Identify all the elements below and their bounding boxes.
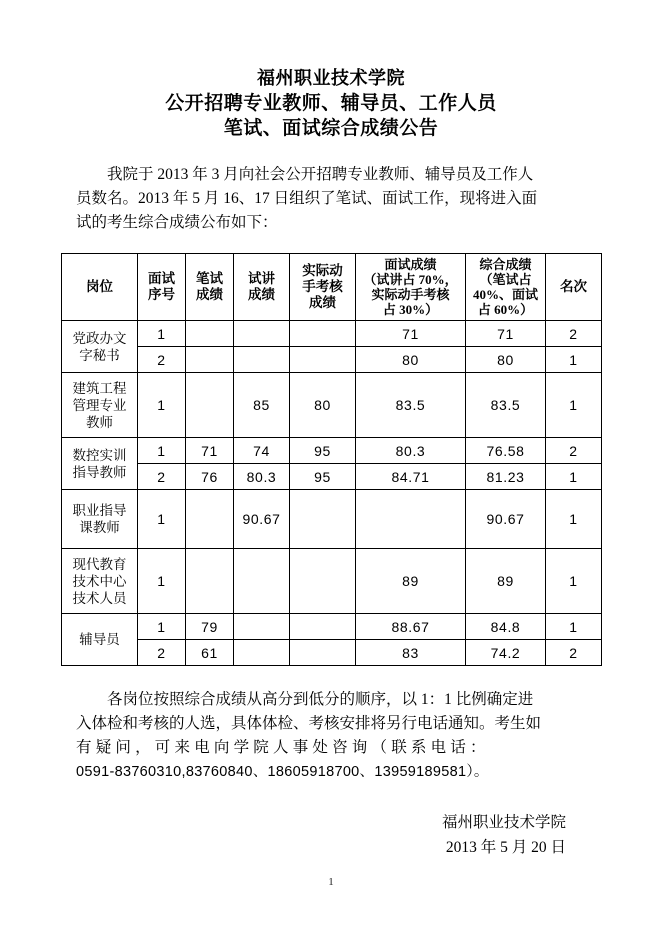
closing-paragraph [76, 688, 586, 784]
cell-interview-no: 1 [138, 490, 186, 549]
table-row [62, 347, 602, 373]
cell-post-name [62, 549, 138, 614]
cell-lecture-score: 74 [234, 438, 290, 464]
cell-rank: 1 [546, 347, 602, 373]
cell-interview-no: 2 [138, 640, 186, 666]
cell-written-score: 71 [186, 438, 234, 464]
cell-lecture-score: 80.3 [234, 464, 290, 490]
cell-interview-score: 83.5 [356, 373, 466, 438]
closing-line-3: 有疑问，可来电向学院人事处咨询（联系电话： [76, 739, 490, 756]
signature-organization: 福州职业技术学院 [441, 814, 566, 831]
cell-interview-score [356, 490, 466, 549]
cell-practical-score [290, 614, 356, 640]
cell-post-name [62, 490, 138, 549]
scores-table [61, 253, 602, 666]
cell-written-score: 76 [186, 464, 234, 490]
cell-lecture-score [234, 347, 290, 373]
cell-total-score: 89 [466, 549, 546, 614]
cell-total-score: 90.67 [466, 490, 546, 549]
table-row [62, 614, 602, 640]
post-name-line: 管理专业 [72, 397, 127, 413]
cell-practical-score [290, 490, 356, 549]
header-interview-no: 面试 序号 [138, 254, 186, 321]
scores-table-wrapper [61, 253, 601, 666]
post-name-line: 数控实训 [72, 447, 127, 463]
header-written-score: 笔试 成绩 [186, 254, 234, 321]
header-interview-score: 面试成绩 （试讲占 70%， 实际动手考核 占 30%） [356, 254, 466, 321]
post-name-line: 建筑工程 [72, 380, 127, 396]
cell-interview-score: 89 [356, 549, 466, 614]
scores-table-body [62, 321, 602, 666]
intro-line-1: 我院于 2013 年 3 月向社会公开招聘专业教师、辅导员及工作人 [107, 166, 534, 183]
header-rank: 名次 [546, 254, 602, 321]
post-name-line: 辅导员 [79, 632, 120, 647]
cell-written-score [186, 347, 234, 373]
table-row [62, 438, 602, 464]
cell-total-score: 80 [466, 347, 546, 373]
table-row [62, 490, 602, 549]
post-name-line: 教师 [86, 414, 113, 430]
signature-block [0, 810, 662, 860]
cell-rank: 1 [546, 490, 602, 549]
table-row [62, 640, 602, 666]
post-name-line: 技术人员 [72, 590, 127, 606]
cell-interview-no: 1 [138, 549, 186, 614]
cell-total-score: 83.5 [466, 373, 546, 438]
post-name-line: 职业指导 [72, 503, 127, 518]
contact-phone-numbers: 0591-83760310,83760840、18605918700、13959189581）。 [76, 764, 489, 780]
cell-written-score [186, 490, 234, 549]
cell-interview-no: 1 [138, 614, 186, 640]
cell-rank: 1 [546, 549, 602, 614]
cell-practical-score: 80 [290, 373, 356, 438]
cell-written-score [186, 321, 234, 347]
post-name-line: 课教师 [79, 520, 120, 535]
page-title-line-1: 福州职业技术学院 [257, 68, 405, 88]
cell-written-score: 79 [186, 614, 234, 640]
cell-practical-score: 95 [290, 438, 356, 464]
page-title-line-3: 笔试、面试综合成绩公告 [223, 118, 439, 139]
cell-written-score: 61 [186, 640, 234, 666]
cell-written-score [186, 373, 234, 438]
table-row [62, 321, 602, 347]
cell-interview-no: 2 [138, 464, 186, 490]
cell-total-score: 81.23 [466, 464, 546, 490]
cell-lecture-score [234, 321, 290, 347]
cell-practical-score: 95 [290, 464, 356, 490]
cell-post-name [62, 321, 138, 373]
cell-interview-no: 2 [138, 347, 186, 373]
cell-post-name [62, 373, 138, 438]
document-title-block [0, 0, 662, 141]
cell-rank: 1 [546, 373, 602, 438]
cell-written-score [186, 549, 234, 614]
header-lecture-score: 试讲 成绩 [234, 254, 290, 321]
table-row [62, 549, 602, 614]
closing-line-2: 入体检和考核的人选，具体体检、考核安排将另行电话通知。考生如 [76, 715, 542, 732]
cell-post-name [62, 614, 138, 666]
cell-lecture-score [234, 549, 290, 614]
cell-interview-no: 1 [138, 321, 186, 347]
cell-lecture-score [234, 614, 290, 640]
post-name-line: 技术中心 [72, 573, 127, 589]
cell-interview-no: 1 [138, 373, 186, 438]
cell-total-score: 84.8 [466, 614, 546, 640]
cell-rank: 2 [546, 438, 602, 464]
table-row [62, 464, 602, 490]
closing-line-1: 各岗位按照综合成绩从高分到低分的顺序，以 1：1 比例确定进 [107, 691, 534, 708]
post-name-line: 字秘书 [79, 347, 120, 363]
cell-rank: 1 [546, 464, 602, 490]
table-row [62, 373, 602, 438]
cell-total-score: 71 [466, 321, 546, 347]
header-post: 岗位 [62, 254, 138, 321]
post-name-line: 指导教师 [72, 464, 127, 480]
page-title-line-2: 公开招聘专业教师、辅导员、工作人员 [165, 93, 497, 114]
cell-lecture-score [234, 640, 290, 666]
cell-interview-score: 83 [356, 640, 466, 666]
cell-interview-score: 88.67 [356, 614, 466, 640]
cell-interview-score: 71 [356, 321, 466, 347]
header-total-score: 综合成绩 （笔试占 40%、面试 占 60%） [466, 254, 546, 321]
intro-line-2: 员数名。2013 年 5 月 16、17 日组织了笔试、面试工作，现将进入面 [76, 190, 538, 207]
header-practical-score: 实际动 手考核 成绩 [290, 254, 356, 321]
cell-interview-score: 80 [356, 347, 466, 373]
cell-interview-score: 84.71 [356, 464, 466, 490]
cell-total-score: 76.58 [466, 438, 546, 464]
cell-total-score: 74.2 [466, 640, 546, 666]
page-number: 1 [328, 876, 334, 888]
cell-interview-no: 1 [138, 438, 186, 464]
cell-post-name [62, 438, 138, 490]
cell-practical-score [290, 321, 356, 347]
post-name-line: 现代教育 [72, 556, 127, 572]
cell-lecture-score: 90.67 [234, 490, 290, 549]
scores-table-head [62, 254, 602, 321]
cell-practical-score [290, 347, 356, 373]
table-header-row [62, 254, 602, 321]
post-name-line: 党政办文 [72, 330, 127, 346]
intro-line-3: 试的考生综合成绩公布如下： [76, 214, 278, 231]
intro-paragraph [76, 163, 586, 235]
cell-lecture-score: 85 [234, 373, 290, 438]
cell-practical-score [290, 640, 356, 666]
cell-rank: 1 [546, 614, 602, 640]
cell-interview-score: 80.3 [356, 438, 466, 464]
cell-rank: 2 [546, 321, 602, 347]
signature-date: 2013 年 5 月 20 日 [445, 839, 566, 856]
cell-practical-score [290, 549, 356, 614]
cell-rank: 2 [546, 640, 602, 666]
